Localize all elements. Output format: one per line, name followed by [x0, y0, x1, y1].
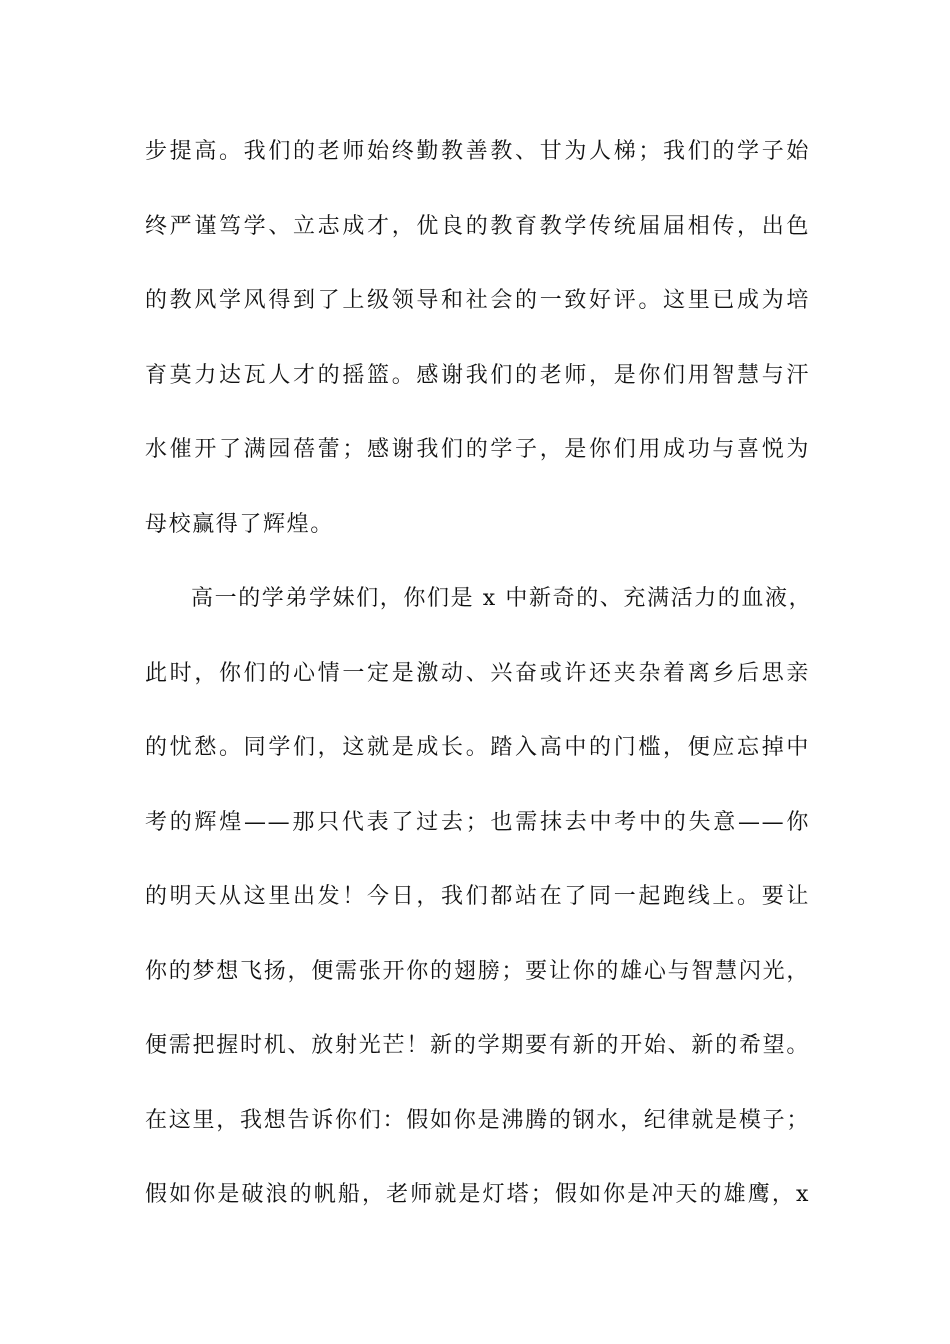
text-line: 育莫力达瓦人才的摇篮。感谢我们的老师，是你们用智慧与汗	[145, 362, 810, 388]
text-line: 便需把握时机、放射光芒！新的学期要有新的开始、新的希望。	[145, 1033, 810, 1058]
text-line: 你的梦想飞扬，便需张开你的翅膀；要让你的雄心与智慧闪光，	[145, 958, 810, 984]
text-line: 步提高。我们的老师始终勤教善教、甘为人梯；我们的学子始	[145, 139, 810, 164]
body-text	[145, 130, 813, 1248]
text-line: 母校赢得了辉煌。	[145, 511, 334, 537]
text-line: 假如你是破浪的帆船，老师就是灯塔；假如你是冲天的雄鹰，x	[145, 1182, 810, 1207]
text-line: 高一的学弟学妹们，你们是 x 中新奇的、充满活力的血液，	[191, 586, 813, 611]
text-line: 的忧愁。同学们，这就是成长。踏入高中的门槛，便应忘掉中	[145, 735, 810, 760]
text-line: 的教风学风得到了上级领导和社会的一致好评。这里已成为培	[145, 288, 810, 313]
text-line: 此时，你们的心情一定是激动、兴奋或许还夹杂着离乡后思亲	[145, 660, 810, 686]
text-line: 的明天从这里出发！今日，我们都站在了同一起跑线上。要让	[145, 884, 810, 909]
text-line: 考的辉煌——那只代表了过去；也需抹去中考中的失意——你	[145, 809, 810, 835]
text-line: 终严谨笃学、立志成才，优良的教育教学传统届届相传，出色	[145, 213, 810, 239]
text-line: 在这里，我想告诉你们：假如你是沸腾的钢水，纪律就是模子；	[145, 1107, 810, 1133]
text-line: 水催开了满园蓓蕾；感谢我们的学子，是你们用成功与喜悦为	[145, 437, 810, 462]
